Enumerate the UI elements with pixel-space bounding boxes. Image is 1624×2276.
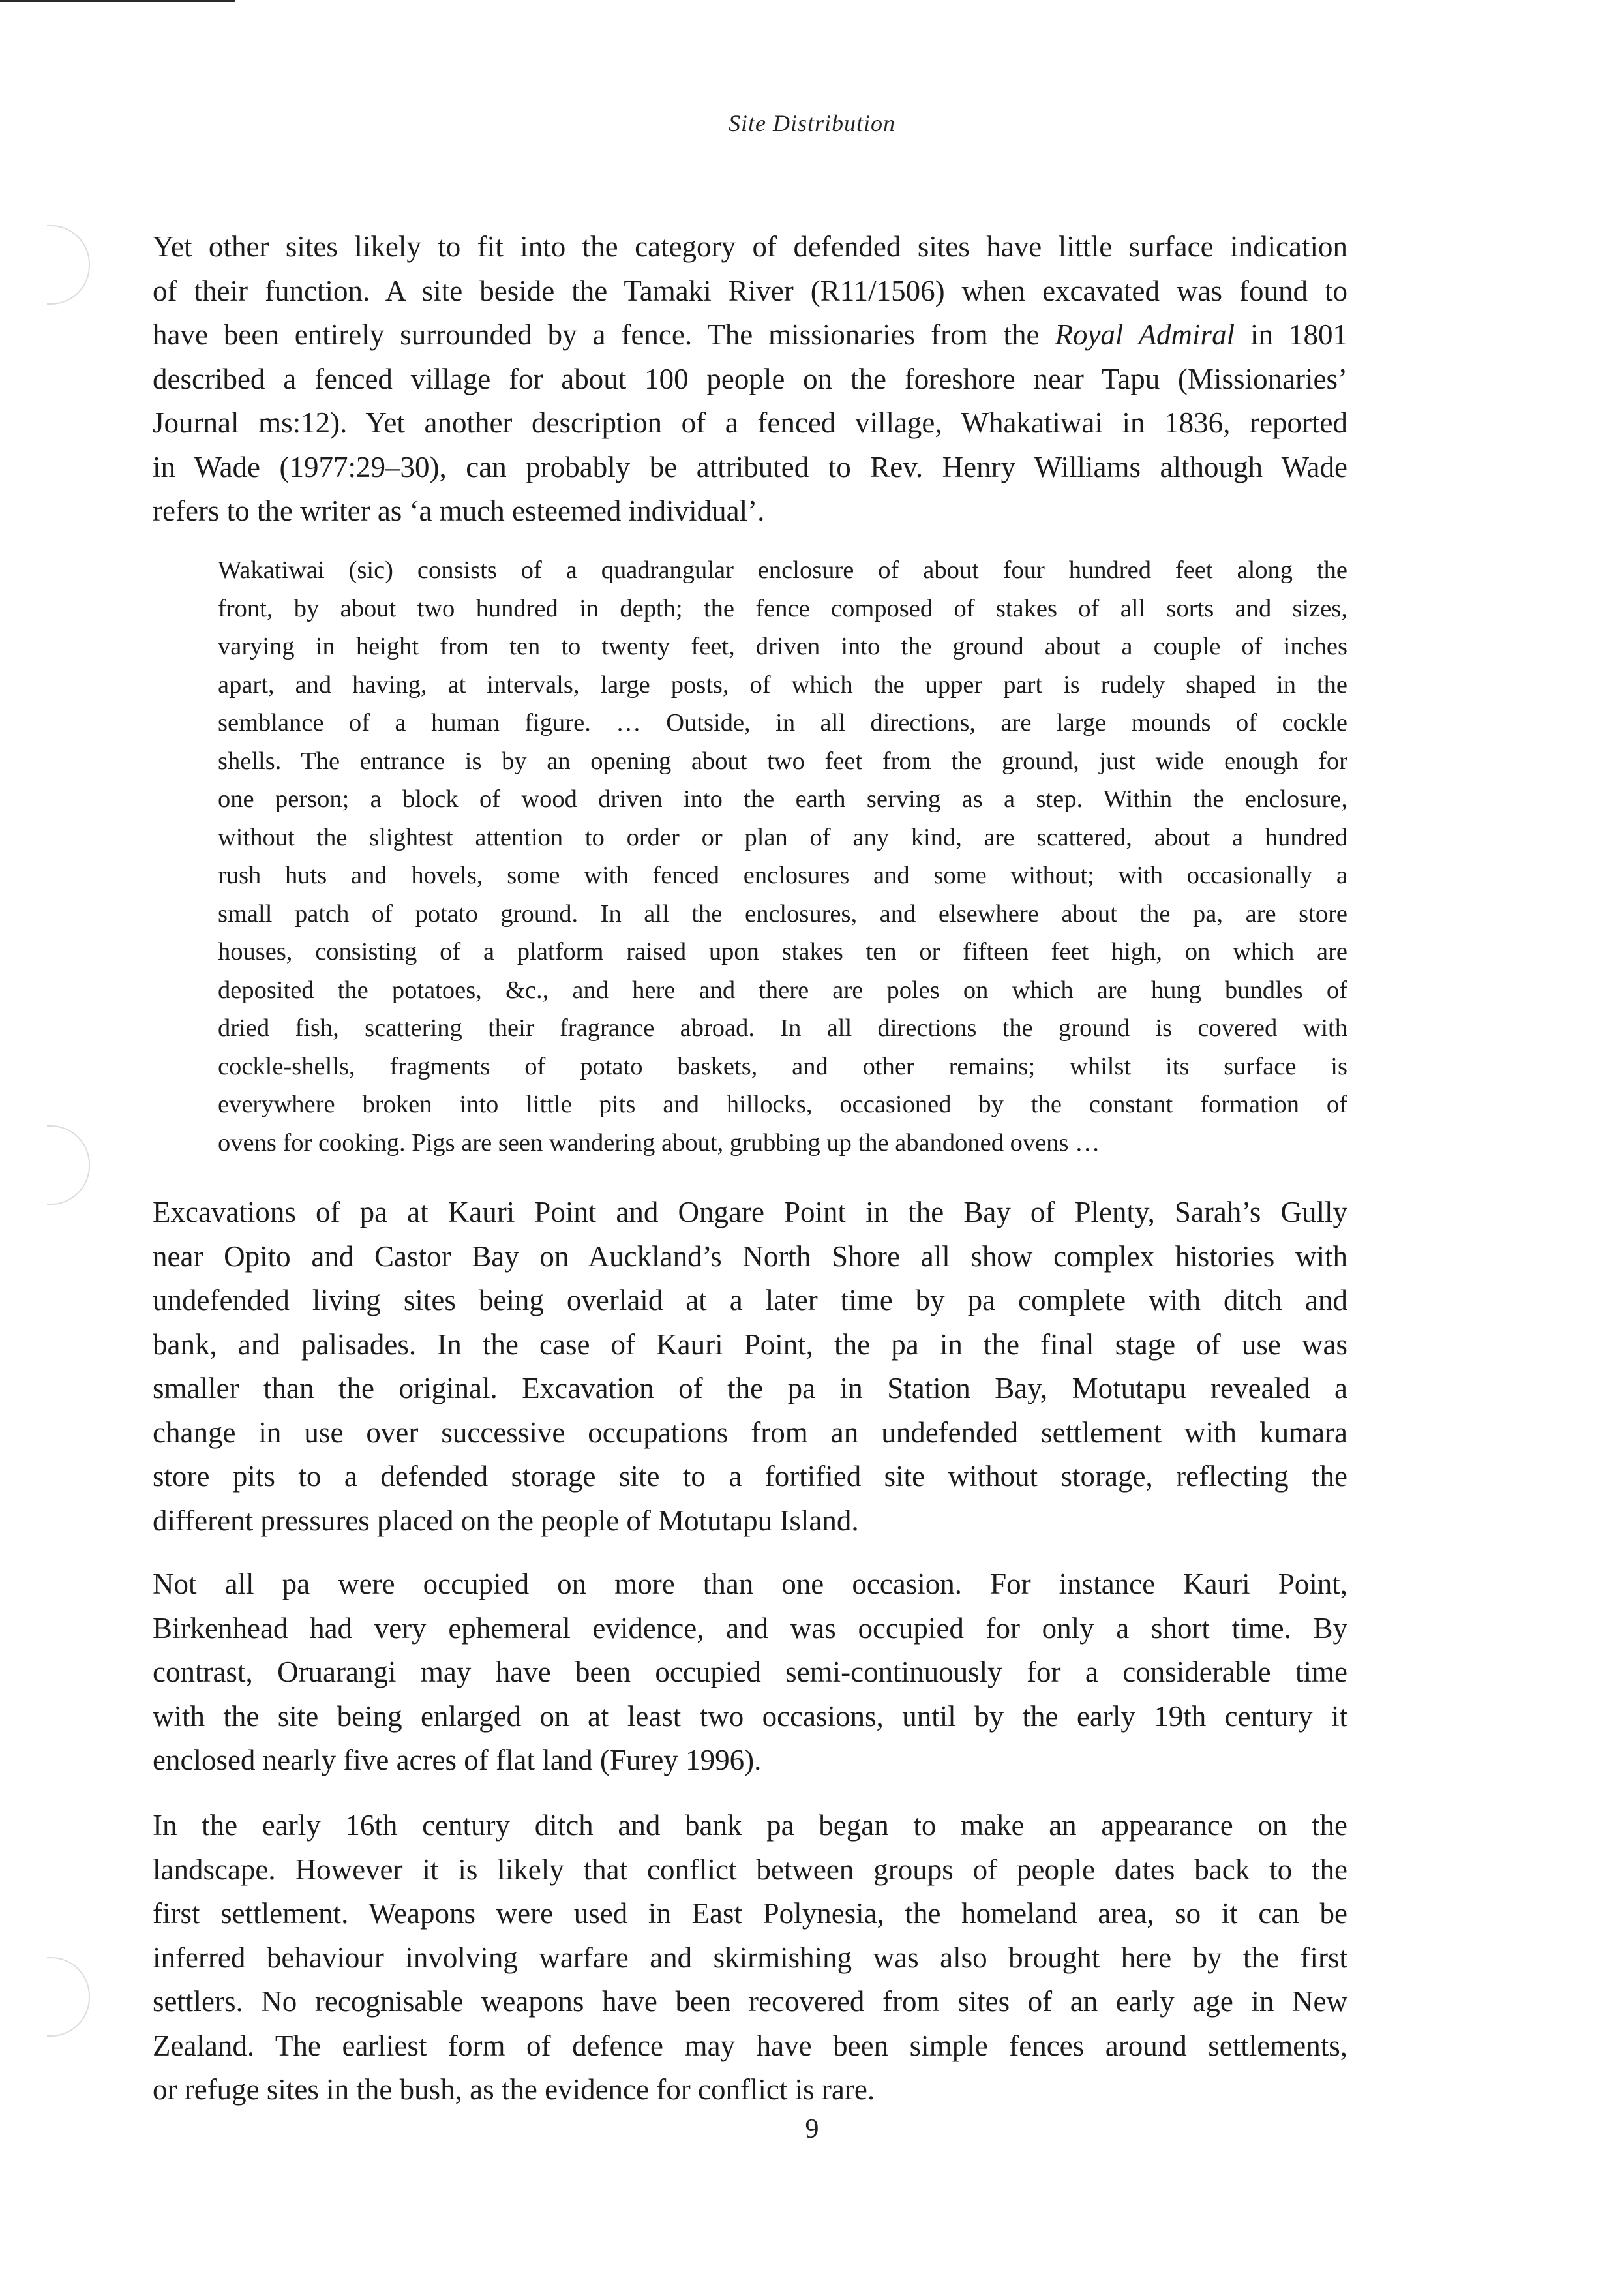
quote-line: dried fish, scattering their fragrance abroad. In all directions the ground is covered with bbox=[218, 1014, 1347, 1042]
text-line: or refuge sites in the bush, as the evidence for conflict is rare. bbox=[153, 2073, 875, 2106]
text-line: Yet other sites likely to fit into the category of defended sites have little surface indication bbox=[153, 230, 1347, 263]
text-line: have been entirely surrounded by a fence. The missionaries from the Royal Admiral in 1801 bbox=[153, 318, 1347, 351]
text-line: contrast, Oruarangi may have been occupied semi-continuously for a considerable time bbox=[153, 1656, 1347, 1688]
text-line: with the site being enlarged on at least two occasions, until by the early 19th century it bbox=[153, 1699, 1347, 1733]
text-line: enclosed nearly five acres of flat land (Furey 1996). bbox=[153, 1744, 762, 1776]
block-quote bbox=[218, 551, 1347, 1162]
text-line: smaller than the original. Excavation of the pa in Station Bay, Motutapu revealed a bbox=[153, 1372, 1347, 1404]
text-line: Journal ms:12). Yet another description of a fenced village, Whakatiwai in 1836, reported bbox=[153, 406, 1347, 439]
quote-line: small patch of potato ground. In all the enclosures, and elsewhere about the pa, are store bbox=[218, 900, 1347, 928]
quote-line: apart, and having, at intervals, large posts, of which the upper part is rudely shaped in the bbox=[218, 671, 1347, 699]
punch-hole-mark bbox=[47, 225, 90, 305]
paragraph-3 bbox=[153, 1562, 1347, 1783]
text-line: Zealand. The earliest form of defence may have been simple fences around settlements, bbox=[153, 2029, 1347, 2062]
quote-line: ovens for cooking. Pigs are seen wandering about, grubbing up the abandoned ovens … bbox=[218, 1129, 1100, 1157]
text-line: first settlement. Weapons were used in East Polynesia, the homeland area, so it can be bbox=[153, 1897, 1347, 1930]
paragraph-2 bbox=[153, 1191, 1347, 1543]
punch-hole-mark bbox=[47, 1125, 90, 1205]
text-line: store pits to a defended storage site to a fortified site without storage, reflecting the bbox=[153, 1460, 1347, 1493]
quote-line: semblance of a human figure. … Outside, in all directions, are large mounds of cockle bbox=[218, 709, 1347, 736]
quote-line: houses, consisting of a platform raised upon stakes ten or fifteen feet high, on which are bbox=[218, 938, 1347, 965]
site-code: R11 bbox=[820, 274, 869, 307]
paragraph-4 bbox=[153, 1804, 1347, 2112]
quote-line: shells. The entrance is by an opening about two feet from the ground, just wide enough for bbox=[218, 747, 1347, 775]
text-line: Excavations of pa at Kauri Point and Ongare Point in the Bay of Plenty, Sarah’s Gully bbox=[153, 1196, 1347, 1228]
quote-line: without the slightest attention to order or plan of any kind, are scattered, about a hundred bbox=[218, 823, 1347, 851]
quote-line: varying in height from ten to twenty feet, driven into the ground about a couple of inches bbox=[218, 633, 1347, 660]
paragraph-1 bbox=[153, 225, 1347, 534]
text-line: Birkenhead had very ephemeral evidence, and was occupied for only a short time. By bbox=[153, 1611, 1347, 1645]
quote-line: Wakatiwai (sic) consists of a quadrangular enclosure of about four hundred feet along the bbox=[218, 556, 1347, 584]
quote-line: everywhere broken into little pits and hillocks, occasioned by the constant formation of bbox=[218, 1091, 1347, 1118]
quote-line: one person; a block of wood driven into the earth serving as a step. Within the enclosure, bbox=[218, 785, 1347, 813]
text-line: in Wade (1977:29–30), can probably be attributed to Rev. Henry Williams although Wade bbox=[153, 450, 1347, 483]
text-line: refers to the writer as ‘a much esteemed individual’. bbox=[153, 494, 765, 527]
text-line: different pressures placed on the people of Motutapu Island. bbox=[153, 1504, 859, 1537]
punch-hole-mark bbox=[47, 1957, 90, 2037]
text-line: Not all pa were occupied on more than one occasion. For instance Kauri Point, bbox=[153, 1568, 1347, 1600]
text-line: of their function. A site beside the Tamaki River (R11/1506) when excavated was found to bbox=[153, 274, 1347, 307]
running-head: Site Distribution bbox=[728, 110, 895, 136]
quote-line: rush huts and hovels, some with fenced enclosures and some without; with occasionally a bbox=[218, 862, 1347, 889]
page-number: 9 bbox=[805, 2114, 819, 2144]
text-line: inferred behaviour involving warfare and skirmishing was also brought here by the first bbox=[153, 1941, 1347, 1974]
text-line: In the early 16th century ditch and bank pa began to make an appearance on the bbox=[153, 1809, 1347, 1842]
text-line: change in use over successive occupations from an undefended settlement with kumara bbox=[153, 1416, 1347, 1449]
text-line: landscape. However it is likely that conflict between groups of people dates back to the bbox=[153, 1853, 1347, 1886]
ship-name: Royal Admiral bbox=[1055, 318, 1235, 351]
text-line: undefended living sites being overlaid at a later time by pa complete with ditch and bbox=[153, 1284, 1347, 1316]
quote-line: cockle-shells, fragments of potato baskets, and other remains; whilst its surface is bbox=[218, 1052, 1347, 1080]
quote-line: deposited the potatoes, &c., and here and there are poles on which are hung bundles of bbox=[218, 976, 1347, 1004]
text-line: bank, and palisades. In the case of Kauri Point, the pa in the final stage of use was bbox=[153, 1328, 1347, 1361]
text-line: settlers. No recognisable weapons have been recovered from sites of an early age in New bbox=[153, 1985, 1347, 2018]
top-rule bbox=[0, 0, 235, 2]
quote-line: front, by about two hundred in depth; the fence composed of stakes of all sorts and sizes, bbox=[218, 594, 1347, 622]
text-line: near Opito and Castor Bay on Auckland’s North Shore all show complex histories with bbox=[153, 1239, 1347, 1273]
text-line: described a fenced village for about 100 people on the foreshore near Tapu (Missionaries’ bbox=[153, 362, 1347, 395]
